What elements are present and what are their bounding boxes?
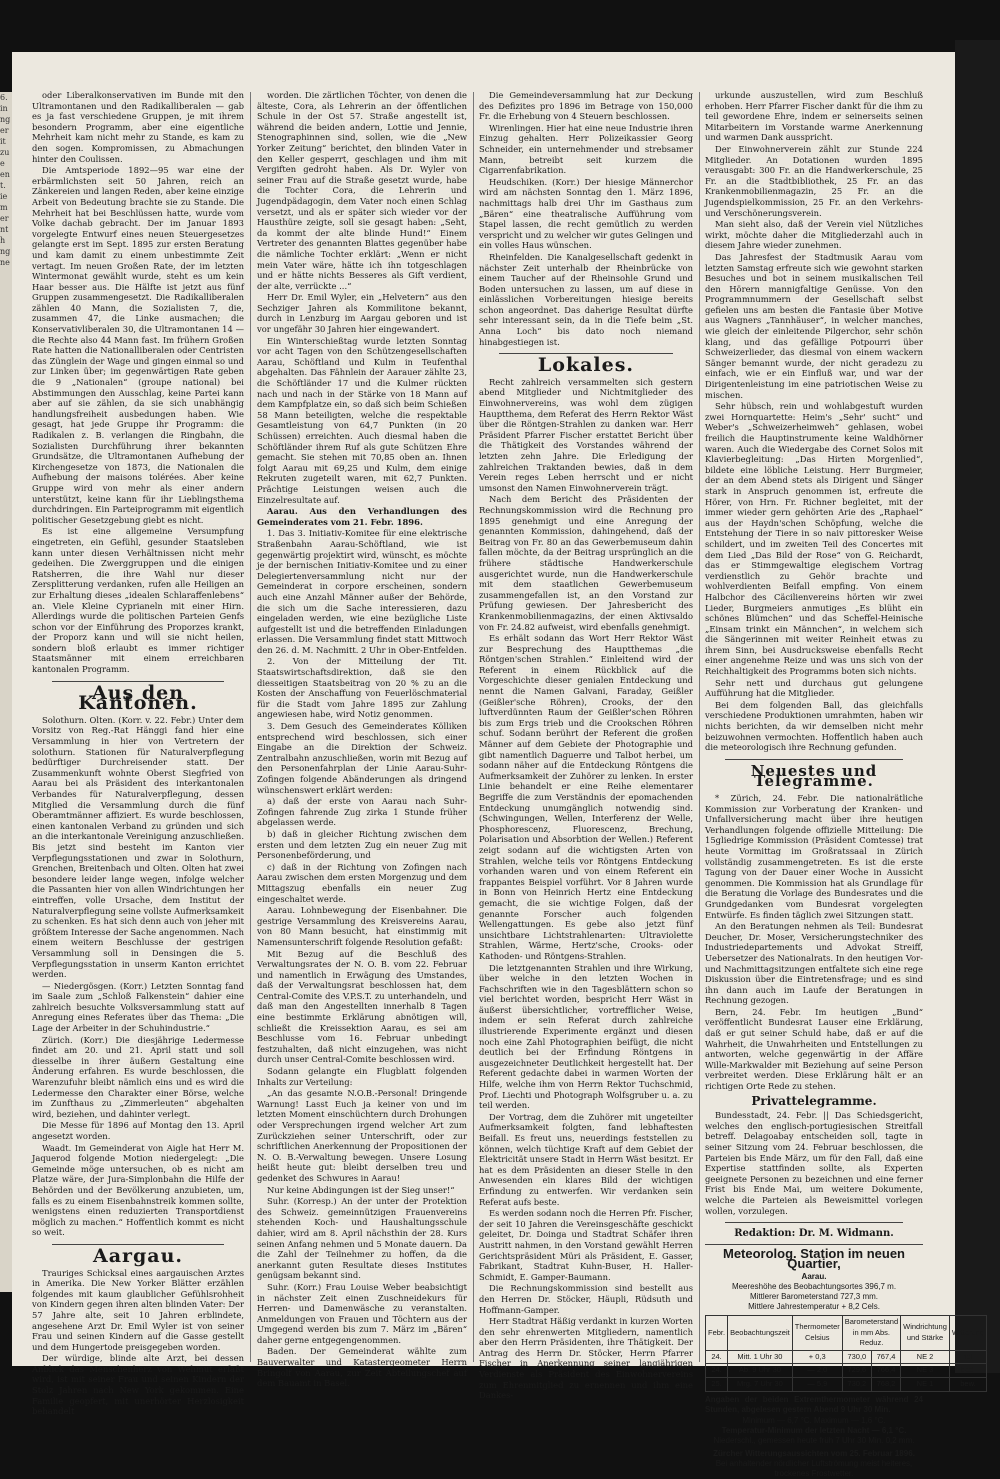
section-heading-kantone: Aus den Kantonen. (78, 681, 198, 715)
column-4 (705, 90, 985, 1478)
weather-place: Aarau. (801, 1271, 827, 1281)
paragraph: Heudschiken. (Korr.) Der hiesige Männerchor wird am nächsten Sonntag den 1. März 1896, nachmittags halb drei Uhr im Gasthaus zum „Bären“ eine theatralische Aufführung vom Stapel lassen, die recht gemütlich zu werden verspricht und zu welcher wir gutes Gelingen und ein volles Haus wünschen. (479, 176, 693, 251)
paragraph: Die Amtsperiode 1892—95 war eine der erbärmlichsten seit 50 Jahren, reich an Zänkereien und langen Reden, aber keine einzige Arbeit von Bedeutung brachte sie zu Stande. Die Mehrheit hat bei Beschlüssen hatte, wurde vom Volke dachab gebracht. Der im Januar 1893 vorgelegte Entwurf eines neuen Steuergesetzes gelangte erst im Sept. 1895 zur ersten Beratung und kam damit zu einem unbestimmte Zeit vertagt. Im neuen Großen Rate, der im letzten Wintermonat gewählt wurde, steht es um kein Haar besser aus. Die Hälfte ist jetzt aus fünf Gruppen zusammengesetzt. Die Radikalliberalen zählen 40 Mann, die Sozialisten 7, die, zusammen 47, die Linke ausmachen; die Konservativliberalen 30, die Ultramontanen 14 — die Rechte also 44 Mann fast. Im frühern Großen Rate hatten die Nationalliberalen oder Centristen das Zünglein der Wage und gingen einmal so und zur Linken über; im gegenwärtigen Rate geben die 9 „Nationalen“ (groupe national) bei Abstimmungen den Ausschlag, keine Partei kann aber auf sie zählen, da sie sich unabhängig handlungsfreiheit ausbedungen haben. Wie gesagt, hat jede Gruppe ihr Programm: die Radikalen z. B. verlangen die Ringbahn, die Sozialisten Durchführung ihrer bekannten Grundsätze, die Ultramontanen Aufhebung der Kirchengesetze von 1873, die Nationalen die Aufhebung der maisons tolérées. Aber keine Gruppe wird von mehr als einer andern unterstützt, keine kann für ihr Lieblingsthema durchdringen. Ein Parteiprogramm mit eigentlich politischer Gesetzgebung giebt es nicht. (32, 165, 244, 525)
divider (725, 759, 903, 760)
fragment: ng (0, 247, 11, 256)
table-cell: — 2,0 (792, 1364, 842, 1378)
previous-page-edge (0, 92, 12, 1292)
fragment: ng (0, 115, 11, 124)
column-rule (699, 92, 700, 1362)
paragraph: worden. Die zärtlichen Töchter, von denen die älteste, Cora, als Lehrerin an der öffentlichen Schule in der Ost 57. Straße angestellt ist, während die beiden andern, Lottie und Jennie, Stenographinnen sind, sollen, wie die „New Yorker Zeitung“ berichtet, den blinden Vater in den Keller gesperrt, geschlagen und ihm mit Vergiften gedroht haben. Als Dr. Wyler von seiner Frau auf die Straße gesetzt wurde, habe die Tochter Cora, die Lehrerin und Jugendpädagogin, dem Vater noch einen Schlag versetzt, und als er später sich wieder vor der Hausthüre zeigte, soll sie gesagt haben: „Seht, da kommt der alte blinde Hund!“ Einem Vertreter des genannten Blattes gegenüber habe die nämliche Tochter erklärt: „Wenn er nicht mein Vater wäre, hätte ich ihn totgeschlagen und er hätte nichts Besseres als Gift verdient, der alte, verrückte ...“ (257, 90, 467, 291)
paragraph: Bei dem folgenden Ball, das gleichfalls verschiedene Produktionen umrahmten, haben wir nichts berichten, da wir demselben nicht mehr beizuwohnen vermochten. Hoffentlich haben auch die meteorologisch ihre Rechnung gefunden. (705, 699, 923, 753)
fragment: zu (0, 148, 10, 157)
paragraph: Sehr nett und durchaus gut gelungene Aufführung hat die Mitglieder. (705, 677, 923, 699)
fragment: er (0, 214, 9, 223)
table-cell: 766,4 (871, 1364, 900, 1378)
table-cell: 730,2 (842, 1377, 871, 1391)
paragraph: Recht zahlreich versammelten sich gestern abend Mitglieder und Nichtmitglieder des Einwohnervereins, was wohl dem zügigen Hauptthema, dem Referat des Herrn Rektor Wäst über die Röntgen-Strahlen zu danken war. Herr Präsident Pfarrer Fischer erstattet Bericht über die Thätigkeit des Vorstandes während der letzten zehn Jahre. Die Erledigung der zahlreichen Traktanden bewies, daß in dem Verein reges Leben herrscht und er nicht umsonst den Namen Einwohnerverein trägt. (479, 376, 693, 493)
paragraph: „An das gesamte N.O.B.-Personal! Dringende Warnung! Lasst Euch ja keiner von und im letzten Moment einschüchtern durch Drohungen oder Versprechungen irgend welcher Art zum Zurückziehen seiner Unterschrift, oder zur schriftlichen Anerkennung der Propositionen der N. O. B.-Verwaltung bewegen. Unsere Losung heißt heute gut: bleibt derselben treu und gedenket des Schwures in Aarau! (257, 1088, 467, 1183)
paragraph: Aarau. Lohnbewegung der Eisenbahner. Die gestrige Versammlung des Kreisvereins Aarau, von 80 Mann besucht, hat einstimmig mit Namensunterschrift folgende Resolution gefaßt: (257, 905, 467, 947)
weather-note: Niederschl., gemessen heute früh 7 Uhr 30 Min. 0,2 mm. (713, 1435, 915, 1445)
fragment: nt (0, 225, 9, 234)
fragment: m (0, 203, 8, 212)
table-cell: 25. (706, 1377, 728, 1391)
paragraph: Suhr. (Korr.) Frau Louise Weber beabsichtigt in nächster Zeit einen Zuschneidekurs für Herren- und Damenwäsche zu veranstalten. Anmeldungen von Frauen und Töchtern aus der Umgegend werden bis zum 7. März im „Bären“ daher gerne entgegengenommen. (257, 1281, 467, 1345)
paragraph: Wirenlingen. Hier hat eine neue Industrie ihren Einzug gehalten. Herr Polizeikassier Georg Schneider, ein unternehmender und strebsamer Mann, betreibt seit kurzem die Cigarrenfabrikation. (479, 122, 693, 176)
table-cell: — 5,9 (792, 1377, 842, 1391)
paragraph: Der Einwohnerverein zählt zur Stunde 224 Mitglieder. An Dotationen wurden 1895 verausgabt: 300 Fr. an die Handwerkerschule, 25 Fr. an die Stadtbibliothek, 25 Fr. an das Krankenmobilienmagazin, 25 Fr. an die Jugendspielkommission, 25 Fr. an den Verkehrs- und Verschönerungsverein. (705, 143, 923, 218)
paragraph: Sodann gelangte ein Flugblatt folgenden Inhalts zur Verteilung: (257, 1066, 467, 1087)
table-header: Febr. (706, 1315, 728, 1350)
paragraph: 1. Das 3. Initiativ-Komitee für eine elektrische Straßenbahn Aarau-Schöftland, wie ist gegenwärtig projektirt wird, wünscht, es möchte je der bernischen Initiativ-Komitee und zu einer Delegiertenversammlung nicht nur der Gemeinderat in corpore erscheinen, sondern auch eine Anzahl Männer außer der Behörde, die sich um die Sache interessieren, dazu eingeladen werden, wie eine bezügliche Liste aufgestellt ist und die betreffenden Einladungen erlassen. Die Versammlung findet statt Mittwoch den 26. d. M. Nachmitt. 2 Uhr in Ober-Entfelden. (257, 528, 467, 655)
paragraph: Solothurn. Olten. (Korr. v. 22. Febr.) Unter dem Vorsitz von Reg.-Rat Hänggi fand hier eine Versammlung in hier von Vertretern der solothurn. Stationen für Naturalverpflegung bedürftiger Durchreisender statt. Der Zusammenkunft wohnte Oberst Siegfried von Aarau bei als Präsident des interkantonalen Verbandes für Naturalverpflegung, dessen Mitglied die Versammlung durch die fünf Oberamtmänner affiziert. Es wurde beschlossen, einen kantonalen Verband zu gründen und sich an die interkantonale Vereinigung anzuschließen. Bis jetzt sind besteht im Kanton vier Verpflegungsstationen und zwar in Solothurn, Grenchen, Breitenbach und Olten. Olten hat zwei besondere leider lange wegen, infolge welcher die Passanten hier von allen Windrichtungen her eintreffen, volle Ursache, dem Institut der Naturalverpflegung seine vollste Aufmerksamkeit zu schenken. Es hat sich denn auch von jeher mit größtem Interesse der Sache angenommen. Nach einem weitern Beschlusse der gestrigen Versammlung soll in Densingen die 5. Verpflegungsstation in unserm Kanton errichtet werden. (32, 714, 244, 980)
table-row (706, 1377, 987, 1391)
divider (725, 1222, 903, 1223)
paragraph: Baden. Der Gemeinderat wählte zum Bauverwalter und Katastergeometer Herrn Bringolf von Aarau, zur Zeit Abteilungschef auf dem Bauamt in Basel. (257, 1346, 467, 1389)
column-rule (250, 92, 251, 1362)
table-cell: 730,0 (842, 1350, 871, 1364)
table-cell: bed. (949, 1364, 986, 1378)
weather-line: Meereshöhe des Beobachtungsortes 396,7 m. (731, 1281, 897, 1291)
paragraph: Man sieht also, daß der Verein viel Nützliches wirkt, möchte daher die Mitgliederzahl auch in diesem Jahre wieder zunehmen. (705, 219, 923, 251)
paragraph: urkunde auszustellen, wird zum Beschluß erhoben. Herr Pfarrer Fischer dankt für die ihm zu teil gewordene Ehre, indem er seinerseits seinen Mitarbeitern im Vorstande warme Anerkennung und warmen Dank ausspricht. (705, 90, 923, 143)
paragraph: Die Gemeindeversammlung hat zur Deckung des Defizites pro 1896 im Betrage von 150,000 Fr. die Erhebung von 4 Steuern beschlossen. (479, 90, 693, 122)
section-heading-privattelegramme: Privattelegramme. (751, 1093, 877, 1108)
table-cell: 24. (706, 1350, 728, 1364)
paragraph: Suhr. (Korresp.) An der unter der Protektion des Schweiz. gemeinnützigen Frauenvereins stehenden Koch- und Haushaltungsschule dahier, wird am 8. April nächsthin der 28. Kurs seinen Anfang nehmen und 5 Monate dauern. Da die Zahl der Teilnehmer zu hoffen, da die anerkannt guten Resultate dieses Institutes genügsam bekannt sind. (257, 1196, 467, 1281)
section-heading-telegramme: Neuestes und Telegramme. (750, 761, 878, 791)
paragraph: Es erhält sodann das Wort Herr Rektor Wäst zur Besprechung des Hauptthemas „die Röntgen'schen Strahlen.“ Einleitend wird der Referent in einem Rückblick auf die Vorgeschichte dieser genialen Entdeckung und nennt die Namen Galvani, Faraday, Geißler (Geißler'sche Röhren), Crooks, der den luftverdünnten Raum der Geißler'schen Röhren bis zum Ergs trieb und die Crookschen Röhren schuf. Sodann berührt der Referent die großen Männer auf dem Gebiete der Photographie und gibt namentlich Daguerre und Talbot herbei, um sodann näher auf die Entdeckung Röntgens die Aufmerksamkeit der Zuhörer zu lenken. In erster Linie behandelt er eine Reihe elementarer Begriffe die zum Verständnis der epomachenden Entdeckung unumgänglich notwendig sind. (Schwingungen, Wellen, Interferenz der Welle, Phosphorescenz, Fluorescenz, Brechung, Polarisation und Absorbtion der Wellen.) Referent zeigt sodann auf die wichtigsten Arten von Strahlen, welche teils vor Röntgens Entdeckung vorhanden waren und von einem Referent ein frappantes Beispiel vorführt. Vor 8 Jahren wurde in Bonn von Heinrich Hertz eine Entdeckung gemacht, die sie wichtige Folgen, daß der genannte Forscher auch folgenden Wellengattungen. Es gebe also jetzt fünf unsichtbare Lichtstrahlenarten: Ultraviolette Strahlen, Wärme, Hertz'sche, Crooks- oder Kathoden- und Röntgens-Strahlen. (479, 633, 693, 961)
table-cell: 24. (706, 1364, 728, 1378)
paragraph: Die letztgenannten Strahlen und ihre Wirkung, über welche in den letzten Wochen in Fachschriften wie in den Tagesblättern schon so viel berichtet worden, bespricht Herr Wäst in äußerst übersichtlicher, vortrefflicher Weise, indem er sein Referat durch zahlreiche illustrierende Experimente ergänzt und diesen noch eine Zahl Photographien beifügt, die nicht deutlich bei der Erfindung Röntgens in ausgezeichneter Deutlichkeit hergestellt hat. Der Referent gedachte dabei in warmen Worten der Hilfe, welche ihm von Herrn Rektor Tuchschmid, Prof. Liechti und Photograph Wolfsgruber u. a. zu teil werden. (479, 962, 693, 1111)
table-cell: Mitt. 1 Uhr 30 (728, 1350, 793, 1364)
paragraph: Es ist eine allgemeine Versumpfung eingetreten, ein Gefühl, gesunder Staatsleben kann unter diesen Verhältnissen nicht mehr gedeihen. Die Zwerggruppen und die einigen Ratsherren, die ihre Wahl nur dieser Zersplitterung verdanken, rufen alle Heiligen an zur Erhaltung dieses „idealen Schlaraffenlebens“ an. Viele Kleine Cyprianeln mit einer Hirn. Allerdings wurde die politischen Parteien Genfs schon vor der Einführung des Proporzes krankt, der Proporz kann und will sie nicht heilen, sondern bloß erlaubt es immer richtiger Staatsmänner mit einem erreichbaren kantonalen Programm. (32, 526, 244, 675)
paragraph: Nach dem Bericht des Präsidenten der Rechnungskommission wird die Rechnung pro 1895 genehmigt und eine Anregung der genannten Kommission, dahingehend, daß der Beitrag von Fr. 80 an das Gewerbemuseum dahin fallen möchte, da der Beitrag ursprünglich an die frühere städtische Handwerkerschule ausgerichtet wurde, nun die Handwerkerschule mit dem staatlichen Gewerbemuseum zusammengefallen ist, an den Vorstand zur Prüfung gewiesen. Der Jahresbericht des Krankenmobilienmagazins, der einen Aktivsaldo von Fr. 24.82 aufweist, wird ebenfalls genehmigt. (479, 494, 693, 632)
weather-title: Meteorolog. Station im neuen Quartier, (722, 1245, 905, 1272)
paragraph: Aarau. Aus den Verhandlungen des Gemeinderates vom 21. Febr. 1896. (257, 506, 467, 527)
paragraph: Rheinfelden. Die Kanalgesellschaft gedenkt in nächster Zeit unterhalb der Rheinbrücke von einem Taucher auf der Rheinsohle Grund und Boden untersuchen zu lassen, um auf diese in einlässlichen Vorbereitungen hiesige bereits schon angeordnet. Das daherige Resultat dürfte sehr interessant sein, da in die Tiefe beim „St. Anna Loch“ bis dato noch niemand hinabgestiegen ist. (479, 251, 693, 347)
paragraph: Herr Stadtrat Häßig verdankt in kurzen Worten den sehr ehrenwerten Mitgliedern, namentlich aber den Herrn Präsidenten, ihre Thätigkeit. Der Antrag des Herrn Dr. Stöcker, Herrn Pfarrer Fischer in Anerkennung seiner langjährigen Verdienste als Präsident des Einwohnervereins zum Ehrenmitglied zu ernennen und ihm eine Dankes- (479, 1316, 693, 1401)
paragraph: Trauriges Schicksal eines aargauischen Arztes in Amerika. Die New Yorker Blätter erzählen folgendes mit kaum glaublicher Gefühlsrohheit von Kindern gegen ihren alten blinden Vater: Der 57 Jahre alte, seit 10 Jahren erblindete, angesehene Arzt Dr. Emil Wyler ist von seiner Frau und seinen Kindern auf die Gasse gestellt und dem Hungertode preisgegeben worden. (32, 1267, 244, 1352)
table-cell: NE 1 (901, 1377, 950, 1391)
column-1 (32, 90, 244, 1417)
paragraph: Das Jahresfest der Stadtmusik Aarau vom letzten Samstag erfreute sich wie gewohnt starken Besuches und bot in seinem musikalischen Teil den Hörern mannigfaltige Genüsse. Von den Programmnummern der Gesellschaft selbst gefielen uns am besten die Fantasie über Motive aus Wagners „Tannhäuser“, in welcher manches, wie gleich der einleitende Pilgerchor, sehr schön klang, und das gefällige Potpourri über Schweizerlieder, das diesmal von einem wackern Sänger bemannt wurde, der nicht geradezu zu einfach, wie er ein Einfluß war, und war der Dirigentenleistung im eine patriotischen Weise zu mischen. (705, 251, 923, 400)
column-2 (257, 90, 467, 1389)
fragment: 6. (0, 93, 8, 102)
paragraph: Bundesstadt, 24. Febr. || Das Schiedsgericht, welches den englisch-portugiesischen Streitfall betreff. Delagoabay entscheiden soll, tagte in seiner Sitzung vom 24. Februar beschlossen, die Parteien bis Ende März, um für den Fall, daß eine Expertise stattfinden sollte, als Experten geeignete Personen zu bezeichnen und eine ferner Frist bis Ende Mai, um weitere Dokumente, welche die Parteien als Beweismittel vorlegen wollen, vorzulegen. (705, 1110, 923, 1216)
weather-note: Minimum — 6,7 °C. Maximum — 1,6 °C. (742, 1415, 886, 1425)
table-cell: + 0,3 (792, 1350, 842, 1364)
fragment: ie (0, 192, 8, 201)
forecast-text: Bei anhaltender nördlicher Luftströmung meist heiteres, trockenes Frostwetter. (715, 1458, 913, 1478)
column-3 (479, 90, 693, 1401)
weather-note: Temperatur-Minimum der letzten Nacht — 6,1 °C. (721, 1425, 907, 1435)
table-cell: Mrg. 7 Uhr 30 (728, 1377, 793, 1391)
table-header-row (706, 1315, 987, 1350)
paragraph: Herr Dr. Emil Wyler, ein „Helvetern“ aus den Sechziger Jahren als Kommilitone bekannt, durch in Lenzburg im Aargau geboren und ist vor ungefähr 30 Jahren hier eingewandert. (257, 292, 467, 335)
table-cell: NE 3 (901, 1364, 950, 1378)
fragment: h (0, 236, 6, 245)
paragraph: Zürich. (Korr.) Die diesjährige Ledermesse findet am 20. und 21. April statt und soll diesselbe in ihrer äußern Gestaltung eine Änderung erfahren. Es wurde beschlossen, die Warenzufuhr bleibt nämlich eins und es wird die Ledermesse den Charakter einer Börse, welche im Zunfthaus zu „Zimmerleuten“ abgehalten wird, beziehen, und dahinter verlegt. (32, 1034, 244, 1119)
fragment: en (0, 170, 10, 179)
paragraph: Bern, 24. Febr. Im heutigen „Bund“ veröffentlicht Bundesrat Lauser eine Erklärung, daß er gut seiner Schuld habe, daß er auf die Wahrheit, die Unwahrheiten und Entstellungen zu antworten, welche gegenwärtig in der Affäre Wille-Markwalder mit Beziehung auf seine Person verbreitet werden. Diese Erklärung hält er an richtigen Orte Rede zu stehen. (705, 1006, 923, 1092)
table-header: Witterung (949, 1315, 986, 1350)
paragraph: Die Messe für 1896 auf Montag den 13. April angesetzt worden. (32, 1120, 244, 1141)
editor-line: Redaktion: Dr. M. Widmann. (734, 1228, 894, 1240)
table-header: Beobachtungszeit (728, 1315, 793, 1350)
paragraph: Die Rechnungskommission sind bestellt aus den Herren Dr. Stöcker, Häupli, Rüdsuth und Hoffmann-Gamper. (479, 1283, 693, 1315)
forecast-title: Zürcher Witterungsaussichten vom 25. Februar 1896. (713, 1448, 915, 1458)
table-header: Windrichtung und Stärke (901, 1315, 950, 1350)
paragraph: Der würdige, blinde alte Arzt, bei dessen Anblick das Menschenherz von Wehmut erfaßt wird, ist mit seiner Frau und seinen Kindern der Stolz Jahren nach New York gekommen. Eine Familie geopfert, mit unerhörter Herzlosigkeit behandelt (32, 1353, 244, 1417)
paragraph: c) daß in der Richtung von Zofingen nach Aarau zwischen dem ersten Morgenzug und dem Mittagszug ebenfalls ein neuer Zug eingeschaltet werde. (257, 861, 467, 904)
table-cell: 767,4 (871, 1350, 900, 1364)
paragraph: Der Vortrag, dem die Zuhörer mit ungeteilter Aufmerksamkeit folgten, fand lebhaftesten Beifall. Es freut uns, neuerdings feststellen zu können, welch tüchtige Kraft auf dem Gebiet der Elektricität unsere Stadt in Herrn Wäst besitzt. Er hat es dem Präsidenten an dieser Stelle in den Anwesenden ein klares Bild der wichtigen Erfindung zu entwerfen. Wir verdanken sein Referat aufs beste. (479, 1111, 693, 1207)
fragment: in (0, 104, 8, 113)
paragraph: Waadt. Im Gemeinderat von Aigle hat Herr M. Jaquerod folgende Motion niedergelegt: „Die Gemeinde möge untersuchen, ob es nicht am Platze wäre, der Jura-Simplonbahn die Hilfe der Behörden und der Bevölkerung anzubieten, um, falls es zu einem Eisenbahnstreik kommen sollte, wenigstens einen reduzierten Transportdienst möglich zu machen.“ Hoffentlich kommt es nicht so weit. (32, 1142, 244, 1238)
paragraph: a) daß der erste von Aarau nach Suhr-Zofingen fahrende Zug zirka 1 Stunde früher abgelassen werde. (257, 796, 467, 828)
paragraph: Nur keine Abdingungen ist der Sieg unser!“ (267, 1184, 455, 1195)
table-cell: bew. (949, 1377, 986, 1391)
table-cell: 768,2 (871, 1377, 900, 1391)
paragraph: 2. Von der Mitteilung der Tit. Staatswirtschaftsdirektion, daß sie den diesseitigen Staatsbeitrag von 20 % zu an die Kosten der Anschaffung von Feuerlöschmaterial für die Stadt vom Jahre 1895 zur Zahlung angewiesen habe, wird Notiz genommen. (257, 656, 467, 720)
paragraph: Mit Bezug auf die Beschluß des Verwaltungsrates der N. O. B. vom 22. Februar und namentlich in Erwägung des Umstandes, daß der Verwaltungsrat beschlossen hat, dem Central-Comite des V.P.S.T. zu unterhandeln, und daß man den Angestellten innerhalb 8 Tagen eine bestimmte Erklärung abnötigen will, schließt die Kreissektion Aarau, es sei am Beschlusse vom 16. Februar unbedingt festzuhalten, daß nicht einzugehen, was nicht durch unser Central-Comite beschlossen wird. (257, 948, 467, 1065)
paragraph: * Zürich, 24. Febr. Die nationalrätliche Kommission zur Vorberatung der Kranken- und Unfallversicherung macht über ihre heutigen Verhandlungen folgende offizielle Mitteilung: Die 15gliedrige Kommission (Präsident Comtesse) trat heute Vormittag im Großratssaal in Zürich vollständig zusammengetreten. Es ist die erste Tagung von der Dauer einer Woche in Aussicht genommen. Die Kommission hat als Grundlage für die Beratung die Vorlage des Bundesrates und die Grundgedanken vom Bundesrat vorgelegten Entwürfe. Es finden täglich zwei Sitzungen statt. (705, 793, 923, 920)
newspaper-page (12, 52, 985, 1478)
weather-line: Mittlerer Barometerstand 727,3 mm. (749, 1291, 879, 1301)
weather-line: Mittlere Jahrestemperatur + 8,2 Cels. (748, 1301, 880, 1311)
paragraph: Es werden sodann noch die Herren Pfr. Fischer, der seit 10 Jahren die Vereinsgeschäfte geschickt geleitet, Dr. Doinga und Stadtrat Schäfer ihren Austritt nahmen, in den Vorstand gewählt Herren Gerichtspräsident Müri als Präsident, E. Gasser, Fabrikant, Stadtrat Kuhn-Buser, H. Haller-Schmidt, E. Gamper-Baumann. (479, 1208, 693, 1282)
paragraph: b) daß in gleicher Richtung zwischen dem ersten und dem letzten Zug ein neuer Zug mit Personenbeförderung, und (257, 828, 467, 861)
table-cell: 729,6 (842, 1364, 871, 1378)
paragraph: An den Beratungen nehmen als Teil: Bundesrat Deucher, Dr. Moser, Versicherungstechniker des Industriedepartements und Advokat Streiff, Uebersetzer des Nationalrats. In den heutigen Vor- und Nachmittagsitzungen entfaltete sich eine rege Diskussion über die Eintretensfrage; und es sind ihn dann auch im Laufe der Beratungen in Rechnung gezogen. (705, 921, 923, 1006)
table-cell: hell (949, 1350, 986, 1364)
weather-table (705, 1315, 987, 1392)
weather-note: Angaben der beiden Extremthermometer während 24 Stunden, abgelesen gestern Abend 9 Uhr 30 Min. (705, 1394, 923, 1415)
table-row (706, 1364, 987, 1378)
paragraph: Sehr hübsch, rein und wohlabgestuft wurden zwei Hornquartette: Heim's „Sehr' sucht“ und Weber's „Schweizerheimweh“ gehlasen, wobei freilich die Hauptinstrumente keine Waldhörner waren. Auch die Wiedergabe des Cornet Solos mit Klavierbegleitung: „Das Hirten Morgenlied“, bildete eine löbliche Leistung. Herr Burgmeier, der an dem Abend stets als Dirigent und Sänger stark in Anspruch genommen ist, erfreute die Hörer, von Hrn. Fr. Richner begleitet, mit der immer wieder gern gehörten Arie des „Raphael“ aus der Haydn'schen Schöpfung, welche die Entstehung der Tiere in so naiv pittoresker Weise schildert, und im zweiten Teil des Concertes mit dem Lied „Das Bild der Rose“ von G. Reichardt, das er Stimmgewaltige elegischem Vortrag verdienstlich zu Gehör brachte und wohlverdienten Beifall empfing. Von einem Halbchor des Cäcilienvereins hörten wir zwei Lieder, Burgmeiers anmutiges „Es blüht ein schönes Blümchen“ und das Scheffel-Heinische „Einsam trinkt ein Männchen“, in welchem sich die Sängerinnen mit weiter Reinheit etwas zu ihrem Sinn, bei Ausdrucksweise ebenfalls Recht einer angenehme Reize und was uns sich von der Reichhaltigkeit des Programms boten sich nichts. (705, 401, 923, 677)
paragraph: Ein Winterschießtag wurde letzten Sonntag vor acht Tagen von den Schützengesellschaften Aarau, Schöftland und Kulm in Teufenthal abgehalten. Das Fähnlein der Aarauer zählte 23, die Schöftländer 17 und die Kulmer rückten nach und nach in der Stärke von 18 Mann auf dem Kampfplatze ein, so daß sich beim Schießen 58 Mann beteiligten, welche die respektable Gesamtleistung von 64,7 Punkten (in 20 Schüssen) erreichten. Auch diesmal haben die Schöftländer ihrem Ruf als gute Schützen Ehre gemacht. Sie stehen mit 70,85 oben an. Ihnen folgt Aarau mit 69,25 und Kulm, dem einige Rekruten zugeteilt waren, mit 62,7 Punkten. Prächtige Leistungen weisen auch die Einzelresultate auf. (257, 335, 467, 505)
scan-border (955, 40, 1000, 1373)
weather-report (705, 1245, 985, 1479)
section-heading-lokales: Lokales. (537, 354, 635, 377)
fragment: t. (0, 181, 6, 190)
fragment: it (0, 137, 6, 146)
table-header: Barometerstand in mm Abs. Reduz. (842, 1315, 900, 1350)
table-cell: NE 2 (901, 1350, 950, 1364)
column-rule (473, 92, 474, 1362)
paragraph: — Niedergösgen. (Korr.) Letzten Sonntag fand im Saale zum „Schloß Falkenstein“ dahier eine zahlreich besuchte Volksversammlung statt auf Anregung eines Referates über das Thema: „Die Lage der Arbeiter in der Schuhindustrie.“ (32, 980, 244, 1034)
fragment: e (0, 159, 5, 168)
table-header: Thermometer Celsius (792, 1315, 842, 1350)
divider (705, 1244, 923, 1245)
section-heading-aargau: Aargau. (92, 1244, 184, 1267)
paragraph: 3. Dem Gesuch des Gemeinderates Kölliken entsprechend wird beschlossen, sich einer Eingabe an die Direktion der Schweiz. Zentralbahn anzuschließen, worin mit Bezug auf den Personenfahrplan der Linie Aarau-Suhr-Zofingen folgende Abänderungen als dringend wünschenswert erklärt werden: (257, 721, 467, 795)
fragment: ne (0, 258, 10, 267)
paragraph: oder Liberalkonservativen im Bunde mit den Ultramontanen und den Radikalliberalen — gab es ja fast verschiedene Gruppen, je mit ihrem besondern Programm, aber eine eigentliche Mehrheit kam nicht mehr zu Stande, es kam zu den sogen. Kompromissen, zu Abmachungen hinter den Coulissen. (32, 90, 244, 164)
table-row (706, 1350, 987, 1364)
fragment: er (0, 126, 9, 135)
table-cell: Ab. 9 Uhr 30 (728, 1364, 793, 1378)
